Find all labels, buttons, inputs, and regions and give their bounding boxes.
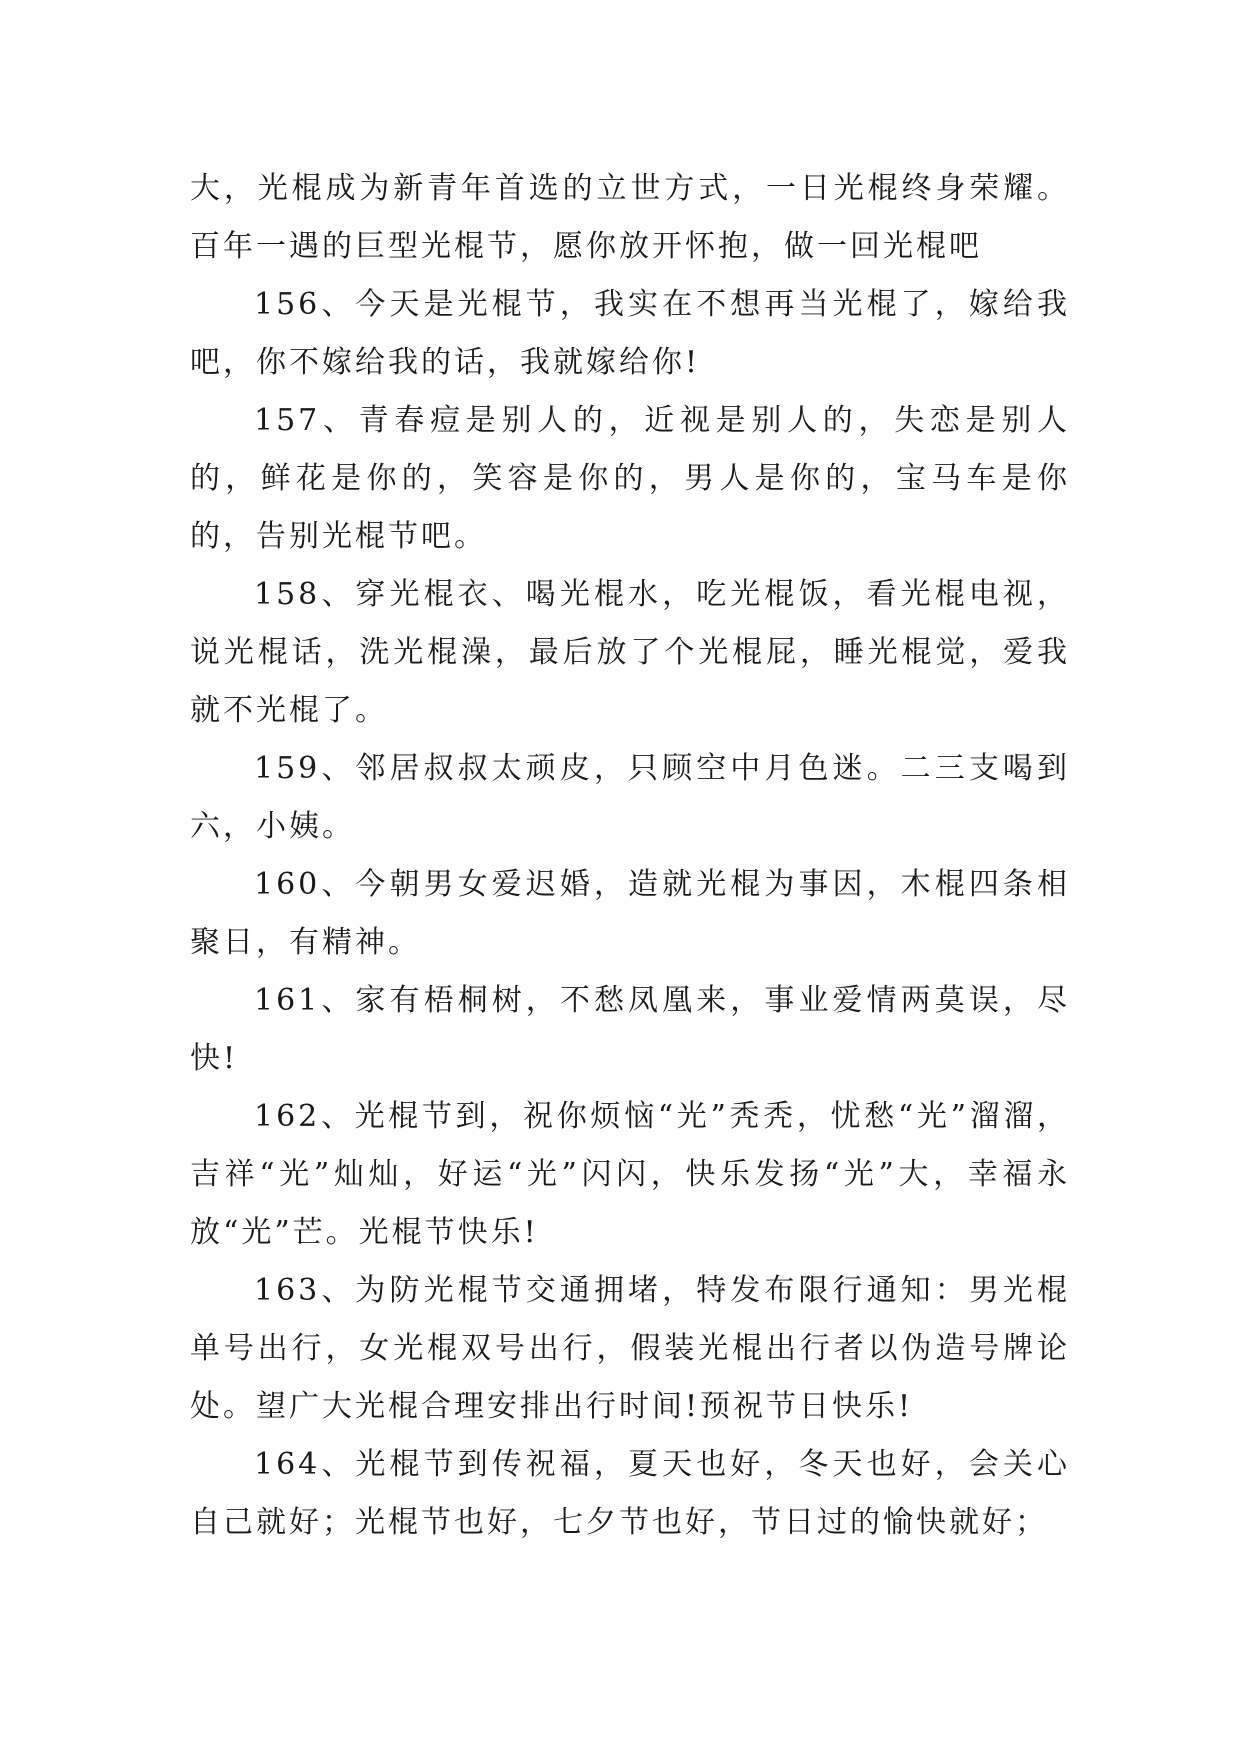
paragraph-160: 160、今朝男女爱迟婚，造就光棍为事因，木棍四条相聚日，有精神。 [190,867,1070,960]
paragraph-162: 162、光棍节到，祝你烦恼“光”秃秃，忧愁“光”溜溜，吉祥“光”灿灿，好运“光”闪闪，快乐发扬“光”大，幸福永放“光”芒。光棍节快乐! [190,1099,1070,1250]
paragraph-157: 157、青春痘是别人的，近视是别人的，失恋是别人的，鲜花是你的，笑容是你的，男人是你的，宝马车是你的，告别光棍节吧。 [190,403,1070,554]
paragraph-163: 163、为防光棍节交通拥堵，特发布限行通知：男光棍单号出行，女光棍双号出行，假装光棍出行者以伪造号牌论处。望广大光棍合理安排出行时间!预祝节日快乐! [190,1273,1070,1424]
paragraph-159: 159、邻居叔叔太顽皮，只顾空中月色迷。二三支喝到六，小姨。 [190,751,1070,844]
paragraph-161: 161、家有梧桐树，不愁凤凰来，事业爱情两莫误，尽快! [190,983,1070,1076]
paragraph-164: 164、光棍节到传祝福，夏天也好，冬天也好，会关心自己就好；光棍节也好，七夕节也好，节日过的愉快就好； [190,1447,1070,1540]
paragraph-156: 156、今天是光棍节，我实在不想再当光棍了，嫁给我吧，你不嫁给我的话，我就嫁给你! [190,287,1070,380]
paragraph-continuation: 大，光棍成为新青年首选的立世方式，一日光棍终身荣耀。百年一遇的巨型光棍节，愿你放开怀抱，做一回光棍吧 [190,171,1070,264]
document-body [190,160,1070,1552]
paragraph-158: 158、穿光棍衣、喝光棍水，吃光棍饭，看光棍电视，说光棍话，洗光棍澡，最后放了个光棍屁，睡光棍觉，爱我就不光棍了。 [190,577,1070,728]
